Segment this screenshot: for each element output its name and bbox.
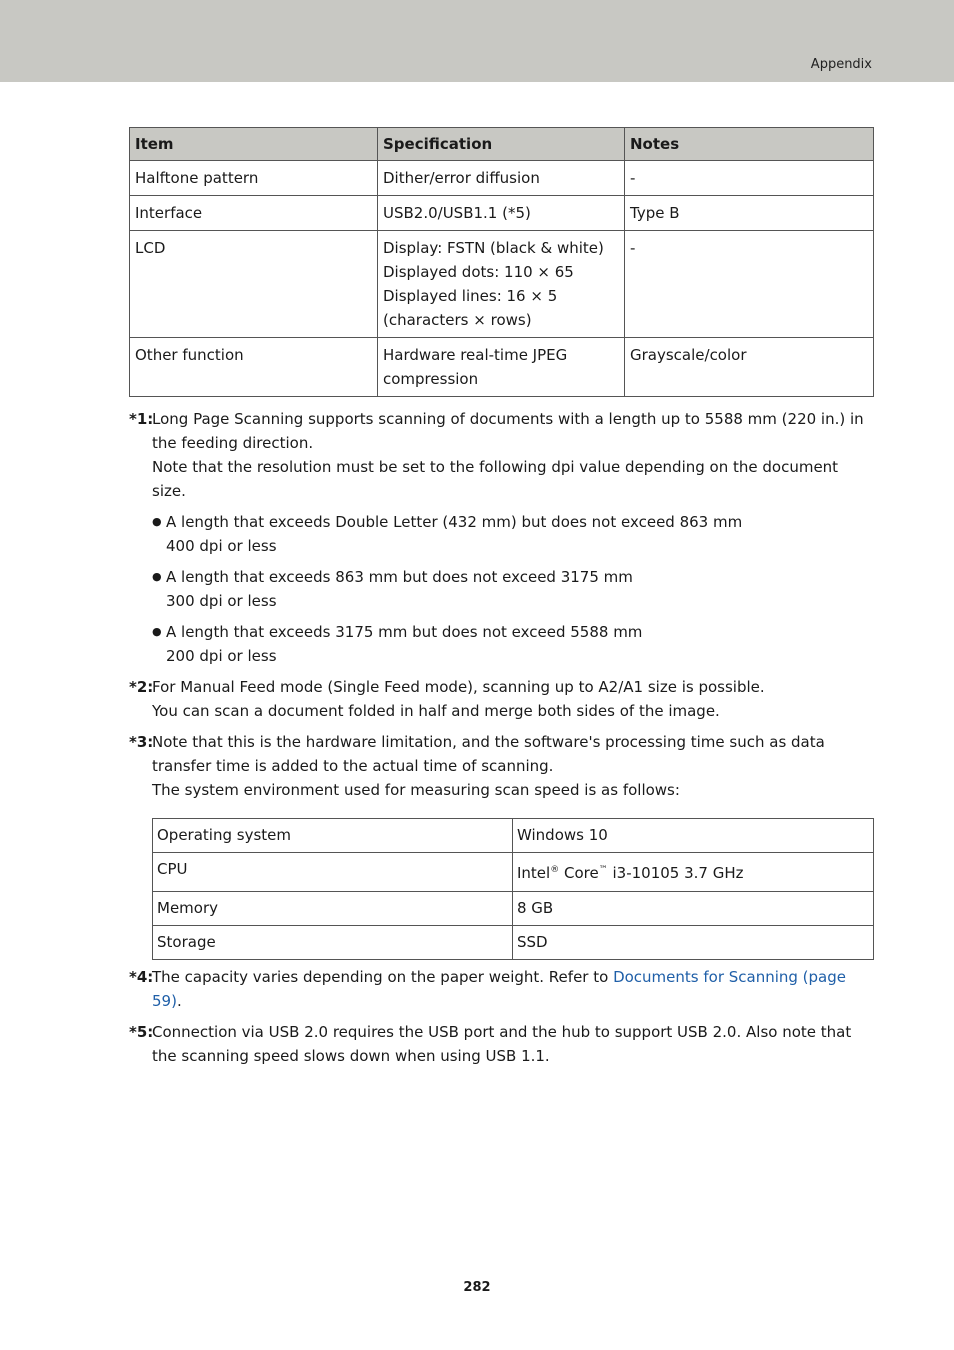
resolution-list bbox=[152, 510, 873, 668]
footnote-text: The system environment used for measuring scan speed is as follows: bbox=[152, 781, 680, 799]
dpi-limit: 300 dpi or less bbox=[166, 592, 277, 610]
env-value: SSD bbox=[513, 926, 874, 960]
item-cell: Interface bbox=[130, 196, 378, 231]
table-row bbox=[130, 196, 874, 231]
notes-cell: - bbox=[625, 231, 874, 338]
spec-line: USB2.0/USB1.1 (*5) bbox=[383, 204, 531, 222]
spec-line: (characters × rows) bbox=[383, 311, 532, 329]
section-title: Appendix bbox=[810, 57, 872, 72]
spec-line: Hardware real-time JPEG bbox=[383, 346, 568, 364]
notes-cell: - bbox=[625, 161, 874, 196]
length-condition: ● A length that exceeds Double Letter (432 mm) but does not exceed 863 mm bbox=[166, 513, 743, 531]
spec-cell bbox=[378, 196, 625, 231]
footnote-text-after: . bbox=[176, 992, 182, 1010]
length-condition: ● A length that exceeds 863 mm but does not exceed 3175 mm bbox=[166, 568, 633, 586]
column-header-specification: Specification bbox=[378, 128, 625, 161]
cpu-line: Core bbox=[559, 864, 599, 882]
list-item bbox=[152, 565, 873, 613]
footnote-marker: *3: bbox=[129, 733, 154, 751]
footnote-4 bbox=[129, 965, 873, 1013]
dpi-limit: 200 dpi or less bbox=[166, 647, 277, 665]
env-value: Windows 10 bbox=[513, 819, 874, 853]
footnotes bbox=[129, 407, 873, 1068]
item-cell: LCD bbox=[130, 231, 378, 338]
page-number: 282 bbox=[463, 1280, 491, 1295]
table-row bbox=[153, 892, 874, 926]
footnote-text: Note that this is the hardware limitation, and the software's processing time such as data transfer time is added to the actual time of scanning. bbox=[152, 733, 825, 775]
footnote-text-before: The capacity varies depending on the paper weight. Refer to bbox=[152, 968, 614, 986]
footnote-text: For Manual Feed mode (Single Feed mode), scanning up to A2/A1 size is possible. bbox=[152, 678, 765, 696]
footnote-text bbox=[152, 965, 873, 1013]
notes-cell: Grayscale/color bbox=[625, 338, 874, 397]
system-environment-table bbox=[152, 818, 874, 960]
spec-cell bbox=[378, 161, 625, 196]
table-row bbox=[130, 231, 874, 338]
env-value-cpu bbox=[513, 853, 874, 892]
spec-line: compression bbox=[383, 370, 479, 388]
spec-line: Displayed lines: 16 × 5 bbox=[383, 287, 558, 305]
spec-line: Display: FSTN (black & white) bbox=[383, 239, 604, 257]
footnote-text: Long Page Scanning supports scanning of documents with a length up to 5588 mm (220 in.) in the feeding direction. bbox=[152, 410, 864, 452]
list-item bbox=[152, 620, 873, 668]
footnote-3 bbox=[129, 730, 873, 960]
list-item bbox=[152, 510, 873, 558]
item-cell: Other function bbox=[130, 338, 378, 397]
spec-line: Displayed dots: 110 × 65 bbox=[383, 263, 574, 281]
specification-table bbox=[129, 127, 874, 397]
notes-cell: Type B bbox=[625, 196, 874, 231]
length-condition: ● A length that exceeds 3175 mm but does not exceed 5588 mm bbox=[166, 623, 643, 641]
footnote-marker: *4: bbox=[129, 968, 154, 986]
table-row bbox=[130, 161, 874, 196]
env-label: Operating system bbox=[153, 819, 513, 853]
footnote-1 bbox=[129, 407, 873, 668]
footnote-marker: *2: bbox=[129, 678, 154, 696]
footnote-text: Note that the resolution must be set to the following dpi value depending on the document size. bbox=[152, 458, 839, 500]
cpu-model: i3-10105 3.7 GHz bbox=[607, 864, 744, 882]
table-header-row bbox=[130, 128, 874, 161]
column-header-item: Item bbox=[130, 128, 378, 161]
env-label: CPU bbox=[153, 853, 513, 892]
column-header-notes: Notes bbox=[625, 128, 874, 161]
table-row bbox=[153, 819, 874, 853]
spec-cell bbox=[378, 231, 625, 338]
footnote-text: Connection via USB 2.0 requires the USB port and the hub to support USB 2.0. Also note that the scanning speed slows down when using USB 1.1. bbox=[152, 1023, 852, 1065]
table-row bbox=[130, 338, 874, 397]
footnote-text: You can scan a document folded in half and merge both sides of the image. bbox=[152, 702, 720, 720]
registered-mark: ® bbox=[550, 865, 560, 875]
footnote-2 bbox=[129, 675, 873, 723]
item-cell: Halftone pattern bbox=[130, 161, 378, 196]
documents-for-scanning-link[interactable]: Documents for Scanning (page 59) bbox=[152, 968, 847, 1010]
trademark-mark: ™ bbox=[598, 865, 608, 875]
spec-cell bbox=[378, 338, 625, 397]
env-label: Memory bbox=[153, 892, 513, 926]
env-label: Storage bbox=[153, 926, 513, 960]
table-row bbox=[153, 853, 874, 892]
dpi-limit: 400 dpi or less bbox=[166, 537, 277, 555]
table-row bbox=[153, 926, 874, 960]
spec-line: Dither/error diffusion bbox=[383, 169, 540, 187]
footnote-marker: *1: bbox=[129, 410, 154, 428]
header-band bbox=[0, 0, 954, 82]
cpu-brand: Intel bbox=[517, 864, 551, 882]
footnote-5 bbox=[129, 1020, 873, 1068]
footnote-marker: *5: bbox=[129, 1023, 154, 1041]
env-value: 8 GB bbox=[513, 892, 874, 926]
